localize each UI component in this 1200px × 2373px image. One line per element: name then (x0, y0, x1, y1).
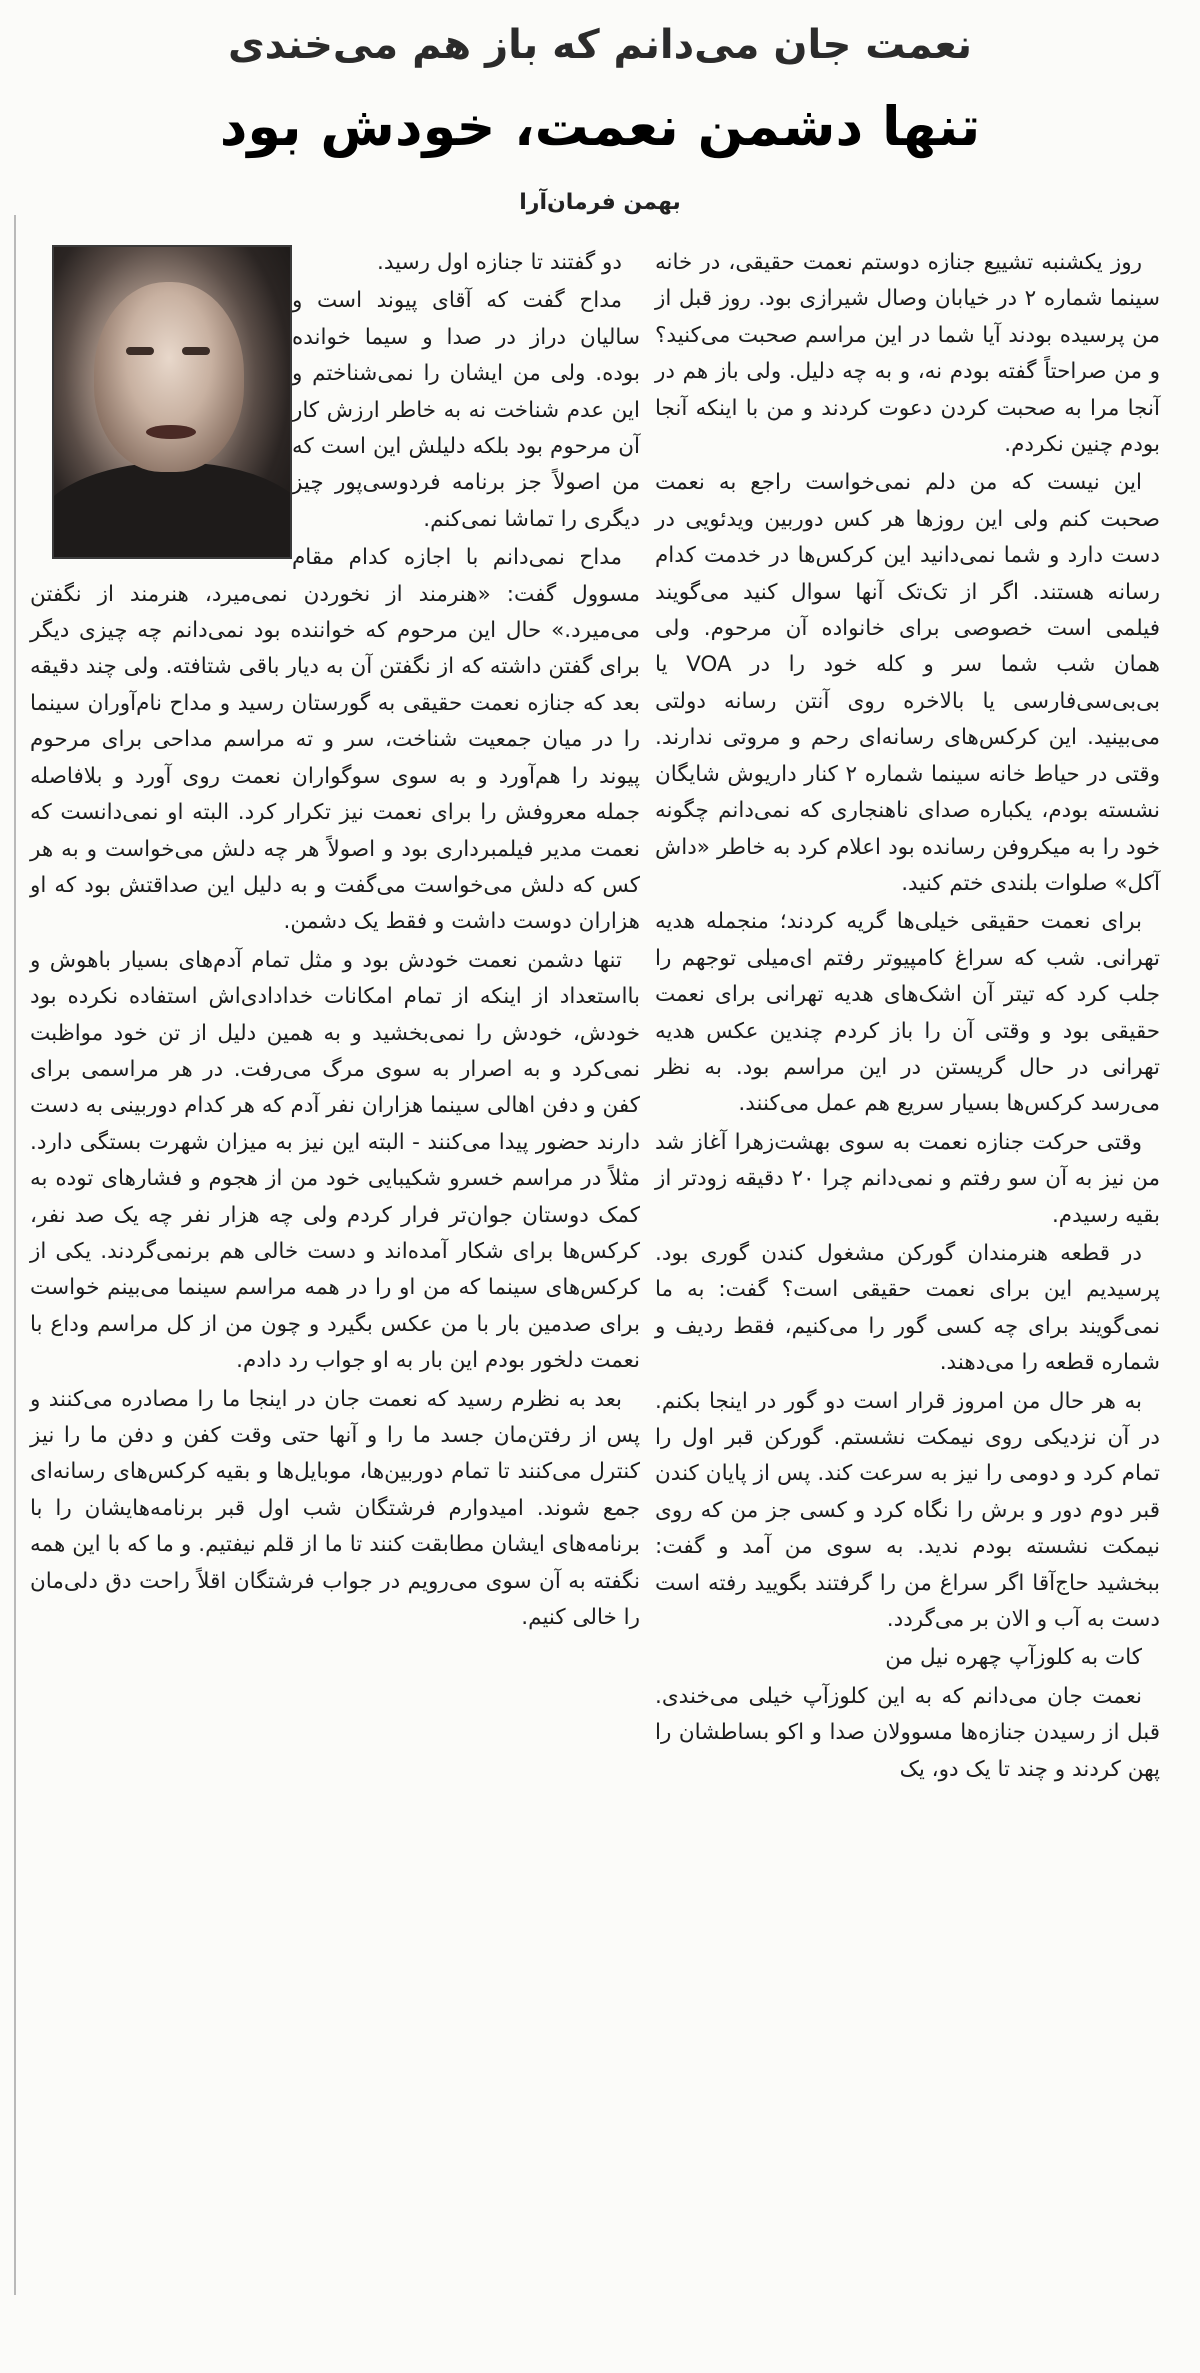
article-column-left (30, 245, 640, 1638)
portrait-face (94, 282, 244, 472)
paragraph: نعمت جان می‌دانم که به این کلوزآپ خیلی می‌خندی. قبل از رسیدن جنازه‌ها مسوولان صدا و اکو بساطشان را پهن کردند و چند تا یک دو، یک (655, 1683, 1160, 1782)
paragraph: روز یکشنبه تشییع جنازه دوستم نعمت حقیقی، در خانه سینما شماره ۲ در خیابان وصال شیرازی بود. روز قبل از من پرسیده بودند آیا شما در این مراسم صحبت می‌کنید؟ و من صراحتاً گفته بودم نه، و به چه دلیل. ولی باز هم در آنجا مرا به صحبت کردن دعوت کردند و من با اینکه آنجا بودم چنین نکردم. (655, 250, 1161, 458)
portrait-mouth (146, 425, 196, 439)
article-headline: تنها دشمن نعمت، خودش بود (219, 95, 981, 158)
paragraph: دو گفتند تا جنازه اول رسید. (377, 250, 622, 275)
portrait-photo (52, 245, 292, 559)
paragraph: برای نعمت حقیقی خیلی‌ها گریه کردند؛ منجمله هدیه تهرانی. شب که سراغ کامپیوتر رفتم ای‌میلی توجهم را جلب کرد که تیتر آن اشک‌های هدیه تهرانی برای نعمت حقیقی بود و وقتی آن را باز کردم چندین عکس هدیه تهرانی در حال گریستن در این مراسم بود. به نظر می‌رسد کرکس‌ها بسیار سریع هم عمل می‌کنند. (655, 909, 1160, 1117)
portrait-eye (182, 347, 210, 355)
portrait-shoulders (52, 462, 292, 559)
paragraph: این نیست که من دلم نمی‌خواست راجع به نعمت صحبت کنم ولی این روزها هر کس دوربین ویدئویی در دست دارد و شما نمی‌دانید این کرکس‌ها در خدمت کدام رسانه هستند. اگر از تک‌تک آنها سوال کنید می‌گویند فیلمی است خصوصی برای خانواده آن مرحوم. ولی همان شب شما سر و کله خود را در VOA یا بی‌بی‌سی‌فارسی یا بالاخره روی آنتن رسانه دولتی می‌بینید. این کرکس‌های رسانه‌ای رحم و مروتی ندارند. وقتی در حیاط خانه سینما شماره ۲ کنار داریوش شایگان نشسته بودم، یکباره صدای ناهنجاری که نمی‌دانم چگونه خود را به میکروفن رسانده بود اعلام کرد به خاطر «داش آکل» صلوات بلندی ختم کنید. (655, 470, 1160, 896)
page-edge-line (14, 215, 16, 2295)
article-kicker: نعمت جان می‌دانم که باز هم می‌خندی (227, 22, 972, 68)
paragraph: مداح گفت که آقای پیوند است و سالیان دراز در صدا و سیما خوانده بوده. ولی من ایشان را نمی‌شناختم و این عدم شناخت نه به خاطر ارزش کار آن مرحوم بود بلکه دلیلش این است که من اصولاً جز برنامه فردوسی‌پور چیز دیگری را تماشا نمی‌کنم. (292, 288, 640, 532)
article-column-right (655, 245, 1160, 1790)
paragraph: بعد به نظرم رسید که نعمت جان در اینجا ما را مصادره می‌کنند و پس از رفتن‌مان جسد ما را و آنها حتی وقت کفن و دفن ما را نیز کنترل می‌کنند تا تمام دوربین‌ها، موبایل‌ها و بقیه کرکس‌های رسانه‌ای جمع شوند. امیدوارم فرشتگان شب اول قبر برنامه‌هایشان را با برنامه‌های ایشان مطابقت کنند تا ما از قلم نیفتیم. و ما که با این همه نگفته به آن سوی می‌رویم در جواب فرشتگان اقلاً راحت دق دلی‌مان را خالی کنیم. (30, 1386, 640, 1631)
article-byline: بهمن فرمان‌آرا (519, 190, 681, 215)
paragraph: به هر حال من امروز قرار است دو گور در اینجا بکنم. در آن نزدیکی روی نیمکت نشستم. گورکن قبر اول را تمام کرد و دومی را نیز به سرعت کند. پس از پایان کندن قبر دوم دور و برش را نگاه کرد و کسی جز من که روی نیمکت نشسته بودم ندید. به سوی من آمد و گفت: ببخشید حاج‌آقا اگر سراغ من را گرفتند بگویید رفته است دست به آب و الان بر می‌گردد. (655, 1388, 1160, 1633)
paragraph: در قطعه هنرمندان گورکن مشغول کندن گوری بود. پرسیدیم این برای نعمت حقیقی است؟ گفت: به ما نمی‌گویند برای چه کسی گور را می‌کنیم، فقط ردیف و شماره قطعه را می‌دهند. (655, 1240, 1160, 1376)
paragraph: کات به کلوزآپ چهره نیل من (885, 1645, 1142, 1671)
paragraph: تنها دشمن نعمت خودش بود و مثل تمام آدم‌های بسیار باهوش و بااستعداد از اینکه از تمام امکانات خدادادی‌اش استفاده نکرده بود خودش، خودش را نمی‌بخشید و به همین دلیل از تن خود مواظبت نمی‌کرد و به اصرار به سوی مرگ می‌رفت. در هر مراسمی برای کفن و دفن اهالی سینما هزاران نفر آدم که هر کدام دوربینی به دست دارند حضور پیدا می‌کنند - البته این نیز به میزان شهرت بستگی دارد. مثلاً در مراسم خسرو شکیبایی خود من از هجوم و فشارهای توده به کمک دوستان جوان‌تر فرار کردم ولی چه هزار نفر چه یک صد نفر، کرکس‌ها برای شکار آمده‌اند و دست خالی هم برنمی‌گردند. یکی از کرکس‌های سینما که من او را در همه مراسم سینما می‌بینم خواست برای صدمین بار با من عکس بگیرد و چون من از کل مراسم وداع با نعمت دلخور بودم این بار به او جواب رد دادم. (30, 947, 640, 1374)
paragraph: وقتی حرکت جنازه نعمت به سوی بهشت‌زهرا آغاز شد من نیز به آن سو رفتم و نمی‌دانم چرا ۲۰ دقیقه زودتر از بقیه رسیدم. (655, 1129, 1160, 1228)
paragraph: مداح نمی‌دانم با اجازه کدام مقام مسوول گفت: «هنرمند از نخوردن نمی‌میرد، هنرمند از نگفتن می‌میرد.» حال این مرحوم که خواننده بود نمی‌دانم چه چیزی دیگر برای گفتن داشته که از نگفتن آن به دیار باقی شتافته. ولی چند دقیقه بعد که جنازه نعمت حقیقی به گورستان رسید و مداح نام‌آوران سینما را در میان جمعیت شناخت، سر و ته مراسم مداحی برای مرحوم پیوند را هم‌آورد و به سوی سوگواران نعمت روی آورد و بلافاصله جمله معروفش را برای نعمت نیز تکرار کرد. البته او نمی‌دانست که نعمت مدیر فیلمبرداری بود و اصولاً هر چه دلش می‌خواست و به هر کس که دلش می‌خواست می‌گفت و به دلیل این صداقتش بود که او هزاران دوست داشت و فقط یک دشمن. (30, 545, 640, 935)
portrait-eye (126, 347, 154, 355)
